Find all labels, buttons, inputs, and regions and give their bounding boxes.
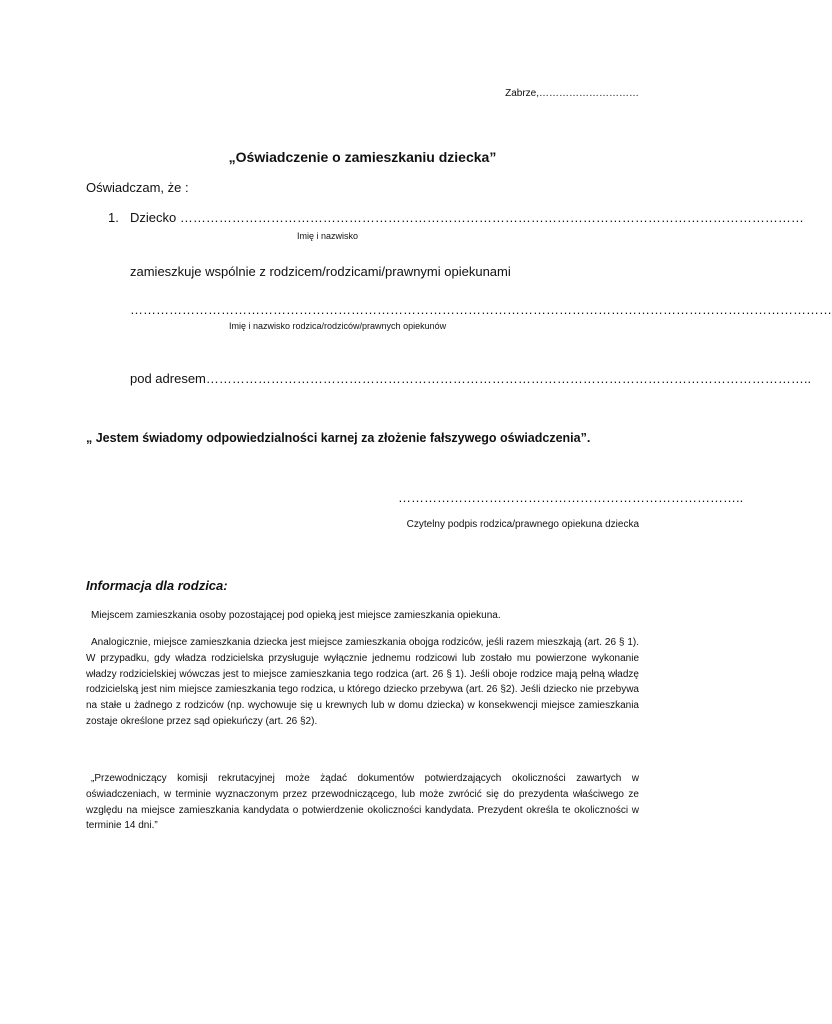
info-heading: Informacja dla rodzica: xyxy=(86,578,228,593)
info-paragraph-2-text: Analogicznie, miejsce zamieszkania dziecka jest miejsce zamieszkania obojga rodziców, jeśli razem mieszkają (art. 26 § 1). W przypadku, gdy władza rodzicielska przysługuje wyłącznie jednemu rodzicowi lub zostało mu powierzone wykonanie władzy rodzicielskiej wówczas jest to miejsce zamieszkania tego rodzica (art. 26 § 1). Jeśli oboje rodzice mają pełną władzę rodzicielską jest nim miejsce zamieszkania tego rodzica, u którego dziecko przebywa (art. 26 §2). Jeśli dziecko nie przebywa na stałe u żadnego z rodziców (np. wychowuje się u krewnych lub w domu dziecka) w konsekwencji miejsce zamieszkania zostaje określone przez sąd opiekuńczy (art. 26 §2). xyxy=(86,637,639,727)
parents-name-line: ……………………………………………………………………………………………………………………………………………… xyxy=(130,302,832,317)
info-paragraph-2 xyxy=(86,635,639,730)
caption-parents-name: Imię i nazwisko rodzica/rodziców/prawnych opiekunów xyxy=(229,321,447,331)
info-paragraph-1 xyxy=(86,608,639,624)
list-item-child xyxy=(108,210,804,225)
address-line: pod adresem………………………………………………………………………………………………………………………….. xyxy=(130,371,812,386)
document-title: „Oświadczenie o zamieszkaniu dziecka” xyxy=(228,149,497,165)
item-number: 1. xyxy=(108,210,119,225)
lives-with-text: zamieszkuje wspólnie z rodzicem/rodzicami/prawnymi opiekunami xyxy=(130,264,511,279)
place-date: Zabrze,………………………… xyxy=(505,88,639,99)
info-paragraph-3-text: „Przewodniczący komisji rekrutacyjnej może żądać dokumentów potwierdzających okoliczności zawartych w oświadczeniach, w terminie wyznaczonym przez przewodniczącego, lub może zwrócić się do prezydenta właściwego ze względu na miejsce zamieszkania kandydata o potwierdzenie okoliczności kandydata. Prezydent określa te okoliczności w terminie 14 dni.” xyxy=(86,773,639,832)
child-name-line: Dziecko ……………………………………………………………………………………………………………………………… xyxy=(130,210,804,225)
info-paragraph-1-text: Miejscem zamieszkania osoby pozostającej pod opieką jest miejsce zamieszkania opiekuna. xyxy=(91,610,501,621)
declare-text: Oświadczam, że : xyxy=(86,180,189,195)
signature-line: …………………………………………………………………….. xyxy=(398,490,744,505)
signature-caption: Czytelny podpis rodzica/prawnego opiekuna dziecka xyxy=(406,519,639,530)
info-paragraph-3 xyxy=(86,771,639,834)
caption-child-name: Imię i nazwisko xyxy=(297,231,359,241)
awareness-statement: „ Jestem świadomy odpowiedzialności karnej za złożenie fałszywego oświadczenia”. xyxy=(86,431,591,445)
